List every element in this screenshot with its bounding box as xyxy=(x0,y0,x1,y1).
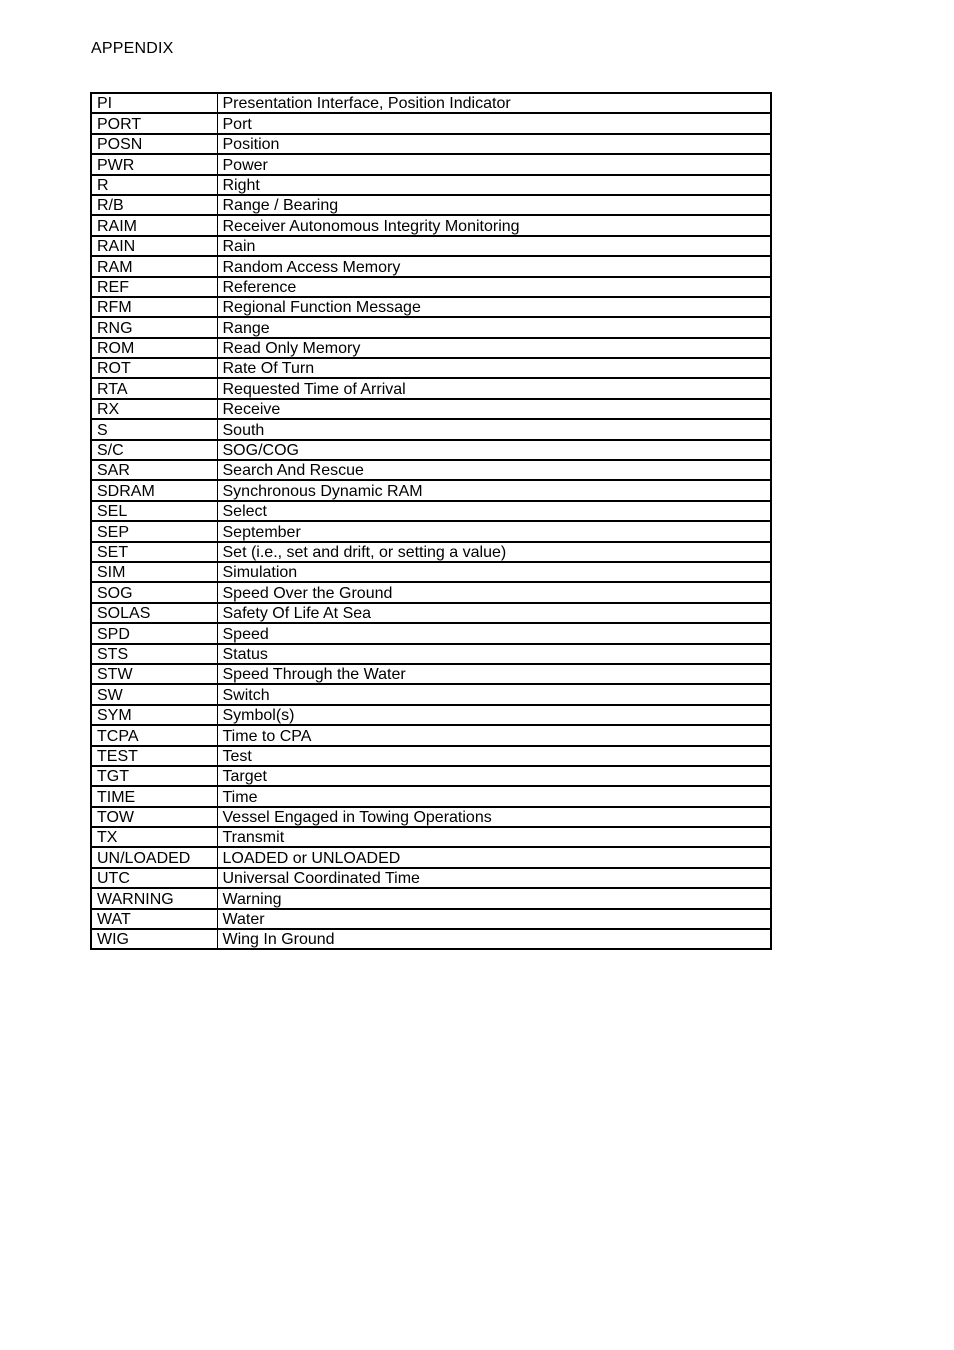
table-row xyxy=(91,277,771,297)
table-row xyxy=(91,317,771,337)
meaning-cell: LOADED or UNLOADED xyxy=(217,847,771,867)
abbreviation-cell: ROT xyxy=(91,358,217,378)
abbreviation-cell: R/B xyxy=(91,195,217,215)
meaning-cell: Universal Coordinated Time xyxy=(217,868,771,888)
table-row xyxy=(91,195,771,215)
meaning-cell: Set (i.e., set and drift, or setting a value) xyxy=(217,542,771,562)
abbreviation-cell: R xyxy=(91,175,217,195)
table-row xyxy=(91,847,771,867)
table-row xyxy=(91,480,771,500)
abbreviation-cell: S xyxy=(91,419,217,439)
abbreviation-cell: REF xyxy=(91,277,217,297)
page-header: APPENDIX xyxy=(91,40,174,57)
abbreviation-cell: ROM xyxy=(91,338,217,358)
meaning-cell: Warning xyxy=(217,888,771,908)
table-row xyxy=(91,827,771,847)
table-row xyxy=(91,338,771,358)
table-row xyxy=(91,786,771,806)
meaning-cell: Time xyxy=(217,786,771,806)
abbreviation-table xyxy=(90,92,772,950)
meaning-cell: Wing In Ground xyxy=(217,929,771,949)
meaning-cell: Range / Bearing xyxy=(217,195,771,215)
table-row xyxy=(91,93,771,113)
meaning-cell: Symbol(s) xyxy=(217,705,771,725)
abbreviation-cell: RTA xyxy=(91,378,217,398)
meaning-cell: SOG/COG xyxy=(217,440,771,460)
meaning-cell: Transmit xyxy=(217,827,771,847)
meaning-cell: Receiver Autonomous Integrity Monitoring xyxy=(217,215,771,235)
table-row xyxy=(91,256,771,276)
meaning-cell: Receive xyxy=(217,399,771,419)
abbreviation-cell: RFM xyxy=(91,297,217,317)
abbreviation-cell: SPD xyxy=(91,623,217,643)
table-row xyxy=(91,378,771,398)
meaning-cell: Presentation Interface, Position Indicator xyxy=(217,93,771,113)
meaning-cell: Regional Function Message xyxy=(217,297,771,317)
meaning-cell: Read Only Memory xyxy=(217,338,771,358)
table-row xyxy=(91,175,771,195)
table-row xyxy=(91,888,771,908)
abbreviation-cell: SW xyxy=(91,684,217,704)
abbreviation-cell: SAR xyxy=(91,460,217,480)
table-row xyxy=(91,419,771,439)
abbreviation-cell: WARNING xyxy=(91,888,217,908)
table-row xyxy=(91,909,771,929)
table-row xyxy=(91,501,771,521)
table-row xyxy=(91,399,771,419)
table-row xyxy=(91,113,771,133)
meaning-cell: Random Access Memory xyxy=(217,256,771,276)
meaning-cell: Target xyxy=(217,766,771,786)
table-row xyxy=(91,215,771,235)
meaning-cell: Right xyxy=(217,175,771,195)
abbreviation-cell: SIM xyxy=(91,562,217,582)
table-row xyxy=(91,297,771,317)
meaning-cell: Power xyxy=(217,154,771,174)
meaning-cell: Simulation xyxy=(217,562,771,582)
table-row xyxy=(91,725,771,745)
table-row xyxy=(91,542,771,562)
table-row xyxy=(91,562,771,582)
meaning-cell: Range xyxy=(217,317,771,337)
abbreviation-cell: WIG xyxy=(91,929,217,949)
meaning-cell: Test xyxy=(217,746,771,766)
abbreviation-cell: RAM xyxy=(91,256,217,276)
abbreviation-cell: RX xyxy=(91,399,217,419)
table-row xyxy=(91,644,771,664)
table-row xyxy=(91,868,771,888)
abbreviation-cell: SDRAM xyxy=(91,480,217,500)
meaning-cell: Water xyxy=(217,909,771,929)
table-row xyxy=(91,603,771,623)
abbreviation-cell: TCPA xyxy=(91,725,217,745)
meaning-cell: Time to CPA xyxy=(217,725,771,745)
abbreviation-cell: S/C xyxy=(91,440,217,460)
table-row xyxy=(91,521,771,541)
abbreviation-cell: PI xyxy=(91,93,217,113)
abbreviation-cell: STS xyxy=(91,644,217,664)
abbreviation-cell: RNG xyxy=(91,317,217,337)
meaning-cell: Synchronous Dynamic RAM xyxy=(217,480,771,500)
table-row xyxy=(91,460,771,480)
abbreviation-cell: UN/LOADED xyxy=(91,847,217,867)
meaning-cell: Rain xyxy=(217,236,771,256)
abbreviation-cell: PWR xyxy=(91,154,217,174)
meaning-cell: Port xyxy=(217,113,771,133)
table-row xyxy=(91,582,771,602)
abbreviation-cell: RAIN xyxy=(91,236,217,256)
abbreviation-cell: TOW xyxy=(91,807,217,827)
table-row xyxy=(91,746,771,766)
meaning-cell: Select xyxy=(217,501,771,521)
abbreviation-cell: TGT xyxy=(91,766,217,786)
meaning-cell: South xyxy=(217,419,771,439)
abbreviation-cell: TX xyxy=(91,827,217,847)
meaning-cell: Requested Time of Arrival xyxy=(217,378,771,398)
meaning-cell: Speed Over the Ground xyxy=(217,582,771,602)
abbreviation-cell: TIME xyxy=(91,786,217,806)
abbreviation-cell: SOLAS xyxy=(91,603,217,623)
meaning-cell: Safety Of Life At Sea xyxy=(217,603,771,623)
abbreviation-cell: STW xyxy=(91,664,217,684)
table-row xyxy=(91,440,771,460)
abbreviation-cell: SEL xyxy=(91,501,217,521)
abbreviation-cell: POSN xyxy=(91,134,217,154)
table-row xyxy=(91,929,771,949)
meaning-cell: Speed xyxy=(217,623,771,643)
abbreviation-cell: TEST xyxy=(91,746,217,766)
abbreviation-cell: PORT xyxy=(91,113,217,133)
abbreviation-cell: SET xyxy=(91,542,217,562)
abbreviation-cell: SOG xyxy=(91,582,217,602)
table-row xyxy=(91,766,771,786)
abbreviation-cell: SYM xyxy=(91,705,217,725)
meaning-cell: Vessel Engaged in Towing Operations xyxy=(217,807,771,827)
abbreviation-table-body xyxy=(91,93,771,949)
meaning-cell: Position xyxy=(217,134,771,154)
meaning-cell: Reference xyxy=(217,277,771,297)
abbreviation-cell: UTC xyxy=(91,868,217,888)
table-row xyxy=(91,623,771,643)
table-row xyxy=(91,154,771,174)
abbreviation-cell: WAT xyxy=(91,909,217,929)
table-row xyxy=(91,236,771,256)
meaning-cell: Search And Rescue xyxy=(217,460,771,480)
table-row xyxy=(91,807,771,827)
meaning-cell: Switch xyxy=(217,684,771,704)
abbreviation-cell: SEP xyxy=(91,521,217,541)
meaning-cell: Status xyxy=(217,644,771,664)
abbreviation-cell: RAIM xyxy=(91,215,217,235)
table-row xyxy=(91,358,771,378)
table-row xyxy=(91,705,771,725)
table-row xyxy=(91,684,771,704)
meaning-cell: Speed Through the Water xyxy=(217,664,771,684)
meaning-cell: September xyxy=(217,521,771,541)
meaning-cell: Rate Of Turn xyxy=(217,358,771,378)
table-row xyxy=(91,664,771,684)
table-row xyxy=(91,134,771,154)
